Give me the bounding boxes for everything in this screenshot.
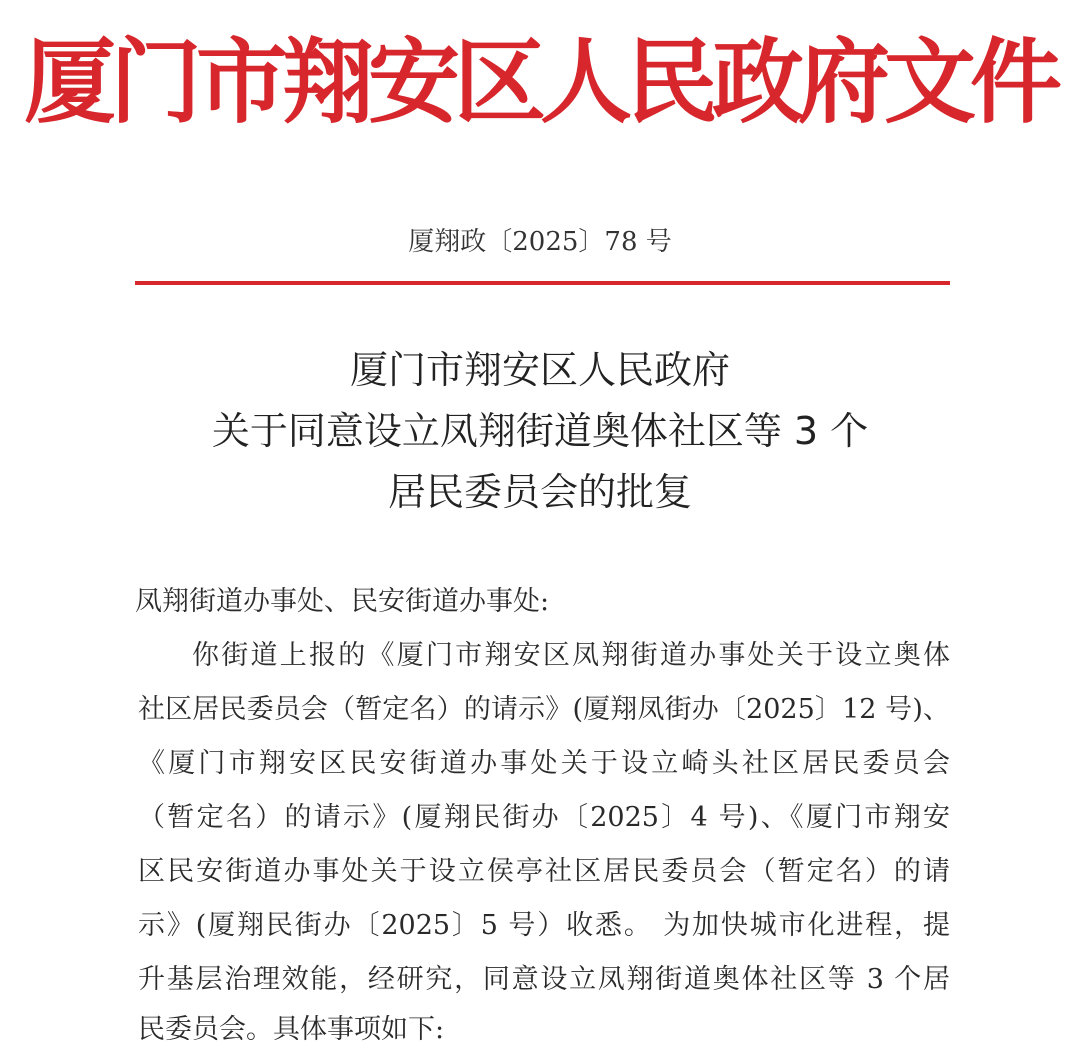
body-line-4: （暂定名）的请示》(厦翔民街办〔2025〕4 号)、《厦门市翔安 (138, 802, 950, 833)
body-line-1: 你街道上报的《厦门市翔安区凤翔街道办事处关于设立奥体 (192, 640, 950, 671)
document-number: 厦翔政〔2025〕78 号 (408, 227, 672, 257)
salutation: 凤翔街道办事处、民安街道办事处: (135, 586, 550, 617)
issuing-authority-header: 厦门市翔安区人民政府文件 (23, 29, 1056, 136)
body-line-8: 民委员会。具体事项如下: (138, 1014, 445, 1045)
document-title (0, 340, 1080, 523)
title-line-1: 厦门市翔安区人民政府 (349, 348, 730, 392)
title-line-3: 居民委员会的批复 (387, 470, 692, 514)
body-line-2: 社区居民委员会（暂定名）的请示》(厦翔凤街办〔2025〕12 号)、 (138, 694, 950, 725)
body-line-6: 示》(厦翔民街办〔2025〕5 号）收悉。 为加快城市化进程，提 (138, 910, 950, 941)
body-line-5: 区民安街道办事处关于设立侯亭社区居民委员会（暂定名）的请 (138, 856, 950, 887)
body-line-3: 《厦门市翔安区民安街道办事处关于设立崎头社区居民委员会 (138, 748, 950, 779)
title-line-2: 关于同意设立凤翔街道奥体社区等 3 个 (211, 409, 869, 453)
red-divider-line (135, 281, 950, 285)
body-line-7: 升基层治理效能，经研究，同意设立凤翔街道奥体社区等 3 个居 (138, 964, 950, 995)
